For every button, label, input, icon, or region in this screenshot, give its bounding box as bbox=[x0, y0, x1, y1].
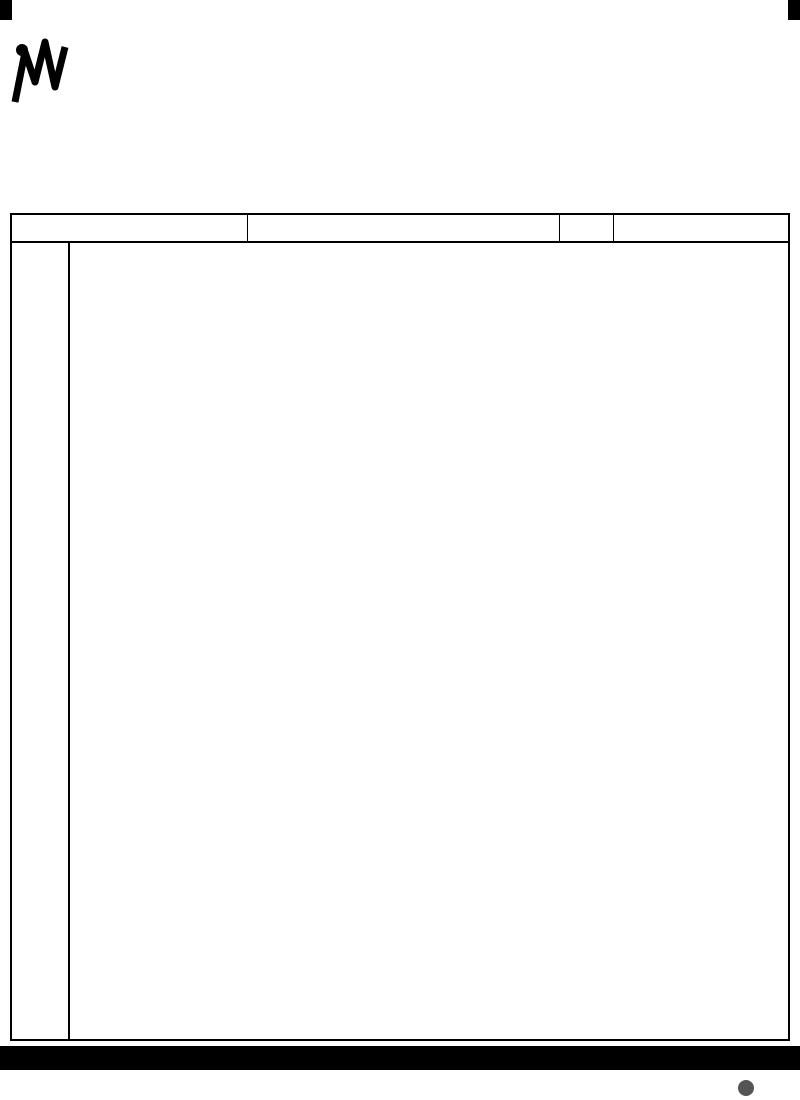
table-header bbox=[12, 215, 788, 243]
footer-bar bbox=[0, 1046, 800, 1070]
logo-emblem-icon bbox=[10, 32, 70, 112]
contact-row bbox=[262, 24, 800, 46]
header-features bbox=[248, 215, 560, 241]
contact-row bbox=[262, 46, 800, 68]
header-dates bbox=[614, 215, 788, 241]
page-footer bbox=[730, 1080, 770, 1096]
contact-list bbox=[262, 24, 800, 112]
ad-label-left bbox=[0, 0, 12, 20]
region-label bbox=[12, 243, 70, 1039]
header-price bbox=[560, 215, 614, 241]
contact-row bbox=[262, 68, 800, 90]
ad-label-right bbox=[788, 0, 800, 20]
header-route bbox=[12, 215, 248, 241]
contact-row bbox=[262, 90, 800, 112]
itinerary-table bbox=[10, 213, 790, 1041]
company-logo bbox=[10, 22, 260, 112]
edition-badge-icon bbox=[738, 1080, 754, 1096]
